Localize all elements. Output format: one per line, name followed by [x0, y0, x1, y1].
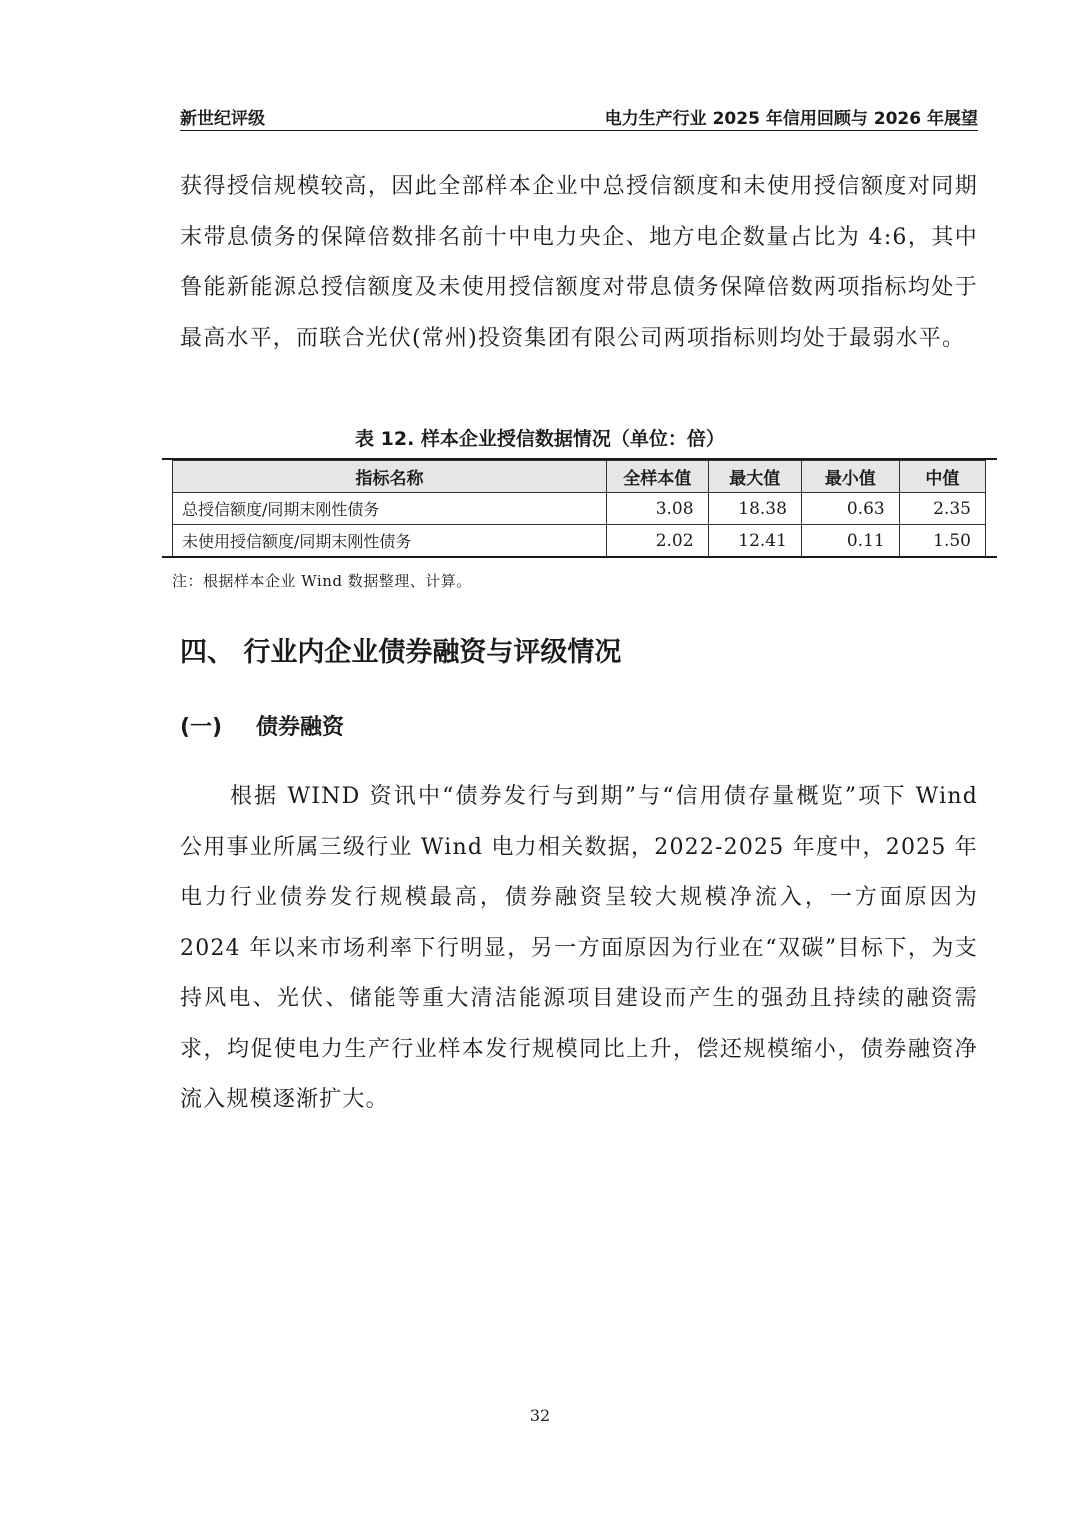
table-caption: 表 12. 样本企业授信数据情况（单位：倍） — [355, 428, 725, 450]
header-report-title: 电力生产行业 2025 年信用回顾与 2026 年展望 — [604, 109, 978, 129]
header-median: 中值 — [899, 461, 985, 493]
page-header — [180, 104, 978, 131]
subsection-number: (一) — [180, 715, 223, 740]
section-heading: 四、 行业内企业债券融资与评级情况 — [180, 637, 622, 668]
row-indicator-name: 未使用授信额度/同期末刚性债务 — [173, 525, 607, 557]
table-note: 注：根据样本企业 Wind 数据整理、计算。 — [172, 572, 472, 590]
row-full-sample-value: 3.08 — [606, 493, 708, 525]
body-paragraph: 根据 WIND 资讯中“债券发行与到期”与“信用债存量概览”项下 Wind 公用事业所属三级行业 Wind 电力相关数据，2022-2025 年度中，2025 年电力行业债券发行规模最高，债券融资呈较大规模净流入，一方面原因为 2024 年以来市场利率下行明显，另一方面原因为行业在“双碳”目标下，为支持风电、光伏、储能等重大清洁能源项目建设而产生的强劲且持续的融资需求，均促使电力生产行业样本发行规模同比上升，偿还规模缩小，债券融资净流入规模逐渐扩大。 — [180, 784, 978, 1112]
header-min: 最小值 — [801, 461, 899, 493]
header-full-sample: 全样本值 — [606, 461, 708, 493]
table-header-row — [173, 461, 986, 493]
row-median-value: 2.35 — [899, 493, 985, 525]
subsection-label: 债券融资 — [256, 715, 345, 740]
credit-table-container — [162, 458, 997, 558]
row-max-value: 18.38 — [708, 493, 801, 525]
row-min-value: 0.63 — [801, 493, 899, 525]
table-row — [173, 525, 986, 557]
credit-data-table — [172, 460, 986, 557]
page-number: 32 — [529, 1406, 551, 1425]
row-full-sample-value: 2.02 — [606, 525, 708, 557]
row-min-value: 0.11 — [801, 525, 899, 557]
row-indicator-name: 总授信额度/同期末刚性债务 — [173, 493, 607, 525]
header-indicator-name: 指标名称 — [173, 461, 607, 493]
header-max: 最大值 — [708, 461, 801, 493]
intro-paragraph: 获得授信规模较高，因此全部样本企业中总授信额度和未使用授信额度对同期末带息债务的保障倍数排名前十中电力央企、地方电企数量占比为 4:6，其中鲁能新能源总授信额度及未使用授信额度对带息债务保障倍数两项指标均处于最高水平，而联合光伏(常州)投资集团有限公司两项指标则均处于最弱水平。 — [180, 174, 978, 351]
row-max-value: 12.41 — [708, 525, 801, 557]
subsection-heading — [180, 710, 344, 741]
table-row — [173, 493, 986, 525]
header-org-name: 新世纪评级 — [180, 109, 265, 129]
row-median-value: 1.50 — [899, 525, 985, 557]
table-bottom-rule — [162, 556, 997, 558]
